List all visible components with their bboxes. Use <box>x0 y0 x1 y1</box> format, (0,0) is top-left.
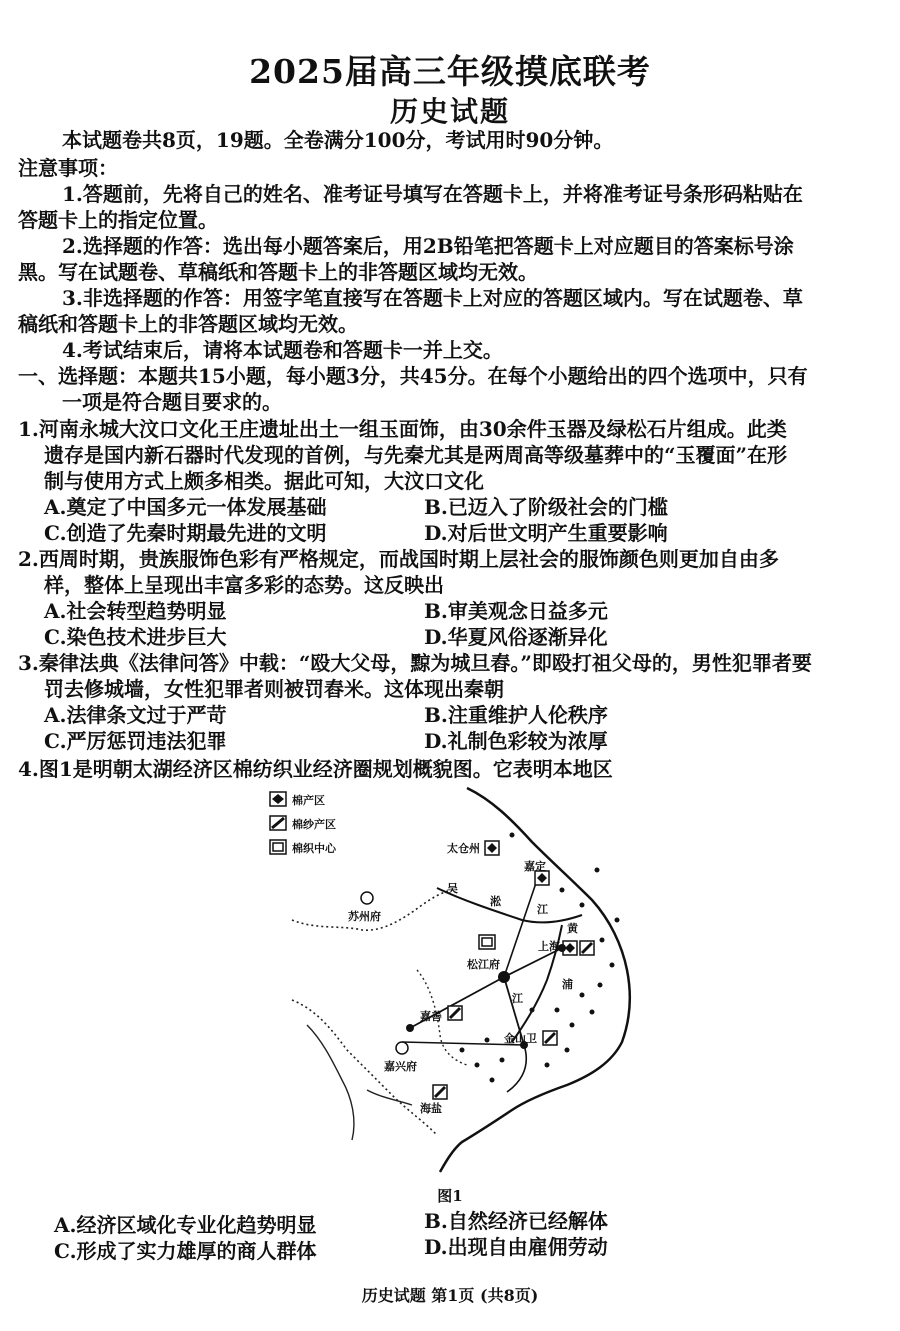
symbol-jiashan <box>448 1006 462 1020</box>
notice-item-1-line-1: 1.答题前，先将自己的姓名、准考证号填写在答题卡上，并将准考证号条形码粘贴在 <box>62 182 803 206</box>
q3-option-d[interactable]: D.礼制色彩较为浓厚 <box>424 729 608 753</box>
symbol-songjiang <box>479 935 495 949</box>
cotton-economy-map <box>262 780 652 1175</box>
notice-heading: 注意事项： <box>18 156 118 180</box>
label-jiading: 嘉定 <box>524 860 546 873</box>
label-taicang: 太仓州 <box>447 842 480 855</box>
q4-stem-line-1: 4.图1是明朝太湖经济区棉纺织业经济圈规划概貌图。它表明本地区 <box>18 757 613 781</box>
wusong-river <box>437 888 582 922</box>
q1-stem-line-2: 遗存是国内新石器时代发现的首例，与先秦尤其是两周高等级墓葬中的“玉覆面”在形 <box>44 443 788 467</box>
region-outline-west <box>307 1025 354 1140</box>
circle-jiaxing <box>396 1042 408 1054</box>
notice-item-2-line-1: 2.选择题的作答：选出每小题答案后，用2B铅笔把答题卡上对应题目的答案标号涂 <box>62 234 794 258</box>
q1-option-d[interactable]: D.对后世文明产生重要影响 <box>424 521 668 545</box>
symbol-jinshanwei <box>543 1031 557 1045</box>
label-jiashan: 嘉善 <box>420 1010 442 1023</box>
q4-option-a[interactable]: A.经济区域化专业化趋势明显 <box>54 1213 317 1237</box>
symbol-haiyan <box>433 1085 447 1099</box>
map-legend <box>270 792 337 855</box>
dot-songjiang <box>498 971 510 983</box>
map-figure <box>262 780 652 1175</box>
section-1-heading-cont: 一项是符合题目要求的。 <box>62 390 282 414</box>
symbol-jiading <box>535 871 549 885</box>
q1-option-a[interactable]: A.奠定了中国多元一体发展基础 <box>44 495 327 519</box>
q3-option-b[interactable]: B.注重维护人伦秩序 <box>424 703 608 727</box>
label-jiaxing: 嘉兴府 <box>384 1060 417 1073</box>
q2-stem-line-1: 2.西周时期，贵族服饰色彩有严格规定，而战国时期上层社会的服饰颜色则更加自由多 <box>18 547 779 571</box>
label-songjiang: 松江府 <box>467 958 500 971</box>
q4-option-c[interactable]: C.形成了实力雄厚的商人群体 <box>54 1239 317 1263</box>
q2-stem-line-2: 样，整体上呈现出丰富多彩的态势。这反映出 <box>44 573 444 597</box>
q3-stem-line-1: 3.秦律法典《法律问答》中载：“殴大父母，黥为城旦舂。”即殴打祖父母的，男性犯罪者要 <box>18 651 812 675</box>
q3-option-c[interactable]: C.严厉惩罚违法犯罪 <box>44 729 227 753</box>
symbol-taicang <box>485 841 499 855</box>
river-label-pu: 浦 <box>562 978 573 991</box>
q1-option-b[interactable]: B.已迈入了阶级社会的门槛 <box>424 495 668 519</box>
label-suzhou: 苏州府 <box>348 910 381 923</box>
river-label-wu: 吴 <box>447 882 458 895</box>
q2-option-c[interactable]: C.染色技术进步巨大 <box>44 625 227 649</box>
section-1-heading: 一、选择题：本题共15小题，每小题3分，共45分。在每个小题给出的四个选项中，只有 <box>18 364 808 388</box>
subject-title: 历史试题 <box>389 95 510 128</box>
q1-option-c[interactable]: C.创造了先秦时期最先进的文明 <box>44 521 327 545</box>
label-jinshanwei: 金山卫 <box>504 1032 537 1045</box>
q3-option-a[interactable]: A.法律条文过于严苛 <box>44 703 227 727</box>
q4-option-d[interactable]: D.出现自由雇佣劳动 <box>424 1235 608 1259</box>
dot-jiashan <box>406 1024 414 1032</box>
exam-intro: 本试题卷共8页，19题。全卷满分100分，考试用时90分钟。 <box>62 128 614 152</box>
figure-caption: 图1 <box>437 1187 463 1205</box>
legend-label-yarn-area: 棉纱产区 <box>292 818 336 831</box>
symbol-shanghai-2 <box>580 941 594 955</box>
river-label-huang: 黄 <box>567 922 578 935</box>
q3-stem-line-2: 罚去修城墙，女性犯罪者则被罚舂米。这体现出秦朝 <box>44 677 504 701</box>
q1-stem-line-1: 1.河南永城大汶口文化王庄遗址出土一组玉面饰，由30余件玉器及绿松石片组成。此类 <box>18 417 787 441</box>
notice-item-3-line-2: 稿纸和答题卡上的非答题区域均无效。 <box>18 312 358 336</box>
q2-option-a[interactable]: A.社会转型趋势明显 <box>44 599 227 623</box>
notice-item-4: 4.考试结束后，请将本试题卷和答题卡一并上交。 <box>62 338 503 362</box>
q4-option-b[interactable]: B.自然经济已经解体 <box>424 1209 608 1233</box>
legend-label-cotton-field: 棉产区 <box>292 794 325 807</box>
river-label-jiang-1: 江 <box>537 903 548 916</box>
page-footer: 历史试题 第1页 (共8页) <box>361 1286 539 1305</box>
river-label-song: 淞 <box>490 895 501 908</box>
q2-option-d[interactable]: D.华夏风俗逐渐异化 <box>424 625 608 649</box>
label-shanghai: 上海 <box>538 940 560 953</box>
route-coast <box>507 1045 526 1092</box>
q2-option-b[interactable]: B.审美观念日益多元 <box>424 599 608 623</box>
notice-item-1-line-2: 答题卡上的指定位置。 <box>18 208 218 232</box>
circle-suzhou <box>361 892 373 904</box>
river-label-jiang-2: 江 <box>512 992 523 1005</box>
q1-stem-line-3: 制与使用方式上颇多相类。据此可知，大汶口文化 <box>44 469 484 493</box>
exam-title: 2025届高三年级摸底联考 <box>249 52 651 91</box>
notice-item-3-line-1: 3.非选择题的作答：用签字笔直接写在答题卡上对应的答题区域内。写在试题卷、草 <box>62 286 803 310</box>
legend-label-weaving-center: 棉织中心 <box>292 842 336 855</box>
label-haiyan: 海盐 <box>420 1102 442 1115</box>
notice-item-2-line-2: 黑。写在试题卷、草稿纸和答题卡上的非答题区域均无效。 <box>18 260 538 284</box>
